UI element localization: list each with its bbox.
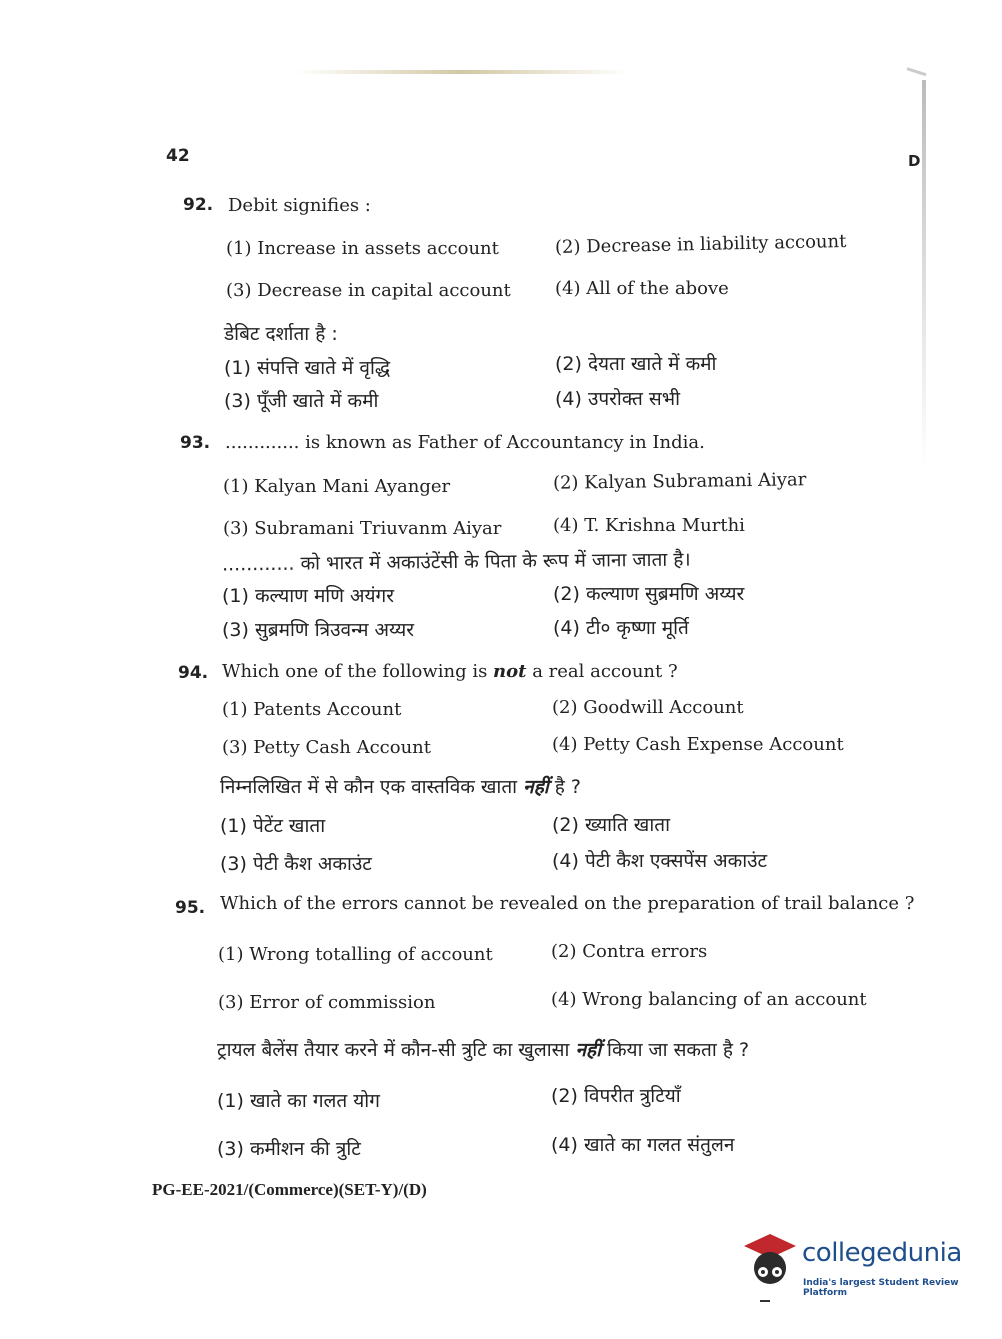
option-en: (4) Wrong balancing of an account	[551, 989, 867, 1010]
question-text-hi	[217, 1036, 749, 1062]
question-text-part: ट्रायल बैलेंस तैयार करने में कौन-सी त्रुटि का खुलासा	[217, 1039, 576, 1061]
question-text-part: a real account ?	[526, 661, 678, 682]
option-hi: (2) देयता खाते में कमी	[555, 353, 717, 375]
option-en: (2) Kalyan Subramani Aiyar	[552, 469, 807, 494]
option-en: (4) All of the above	[555, 278, 729, 299]
question-emphasis: नहीं	[523, 776, 549, 798]
option-en: (3) Decrease in capital account	[226, 280, 511, 301]
page-number: 42	[166, 146, 190, 166]
option-en: (1) Wrong totalling of account	[218, 944, 493, 965]
logo-tagline: India's largest Student Review Platform	[803, 1278, 959, 1298]
question-emphasis: not	[493, 661, 527, 682]
question-emphasis: नहीं	[575, 1039, 601, 1061]
question-text-en: Debit signifies :	[228, 195, 371, 216]
question-number: 92.	[183, 195, 214, 215]
option-hi: (1) खाते का गलत योग	[217, 1090, 380, 1112]
set-letter: D	[908, 152, 921, 170]
option-hi: (4) खाते का गलत संतुलन	[551, 1134, 735, 1156]
page-fold-shadow	[295, 70, 630, 74]
option-hi: (1) संपत्ति खाते में वृद्धि	[224, 357, 391, 379]
option-hi: (3) पूँजी खाते में कमी	[224, 390, 379, 412]
option-hi: (4) पेटी कैश एक्सपेंस अकाउंट	[552, 850, 768, 872]
option-hi: (1) कल्याण मणि अयंगर	[222, 585, 395, 607]
question-text-part: निम्नलिखित में से कौन एक वास्तविक खाता	[220, 776, 524, 798]
option-hi: (4) टी० कृष्णा मूर्ति	[553, 617, 689, 639]
option-hi: (1) पेटेंट खाता	[220, 815, 326, 837]
option-en: (3) Petty Cash Account	[222, 737, 432, 758]
option-hi: (2) कल्याण सुब्रमणि अय्यर	[553, 583, 745, 605]
question-number: 95.	[175, 898, 206, 918]
option-en: (2) Contra errors	[551, 941, 708, 962]
exam-code-footer: PG-EE-2021/(Commerce)(SET-Y)/(D)	[152, 1180, 427, 1199]
stray-mark	[760, 1300, 770, 1302]
option-en: (3) Subramani Triuvanm Aiyar	[223, 518, 502, 539]
option-en: (4) Petty Cash Expense Account	[552, 734, 844, 755]
page-edge-shadow	[922, 80, 926, 470]
option-en: (2) Goodwill Account	[552, 697, 744, 718]
question-text-en: Which of the errors cannot be revealed on the preparation of trail balance ?	[220, 893, 915, 914]
option-en: (1) Patents Account	[222, 699, 402, 720]
option-hi: (2) ख्याति खाता	[552, 814, 671, 836]
logo-wordmark: collegedunia	[802, 1238, 962, 1268]
option-hi: (3) सुब्रमणि त्रिउवन्म अय्यर	[222, 619, 415, 641]
option-en: (2) Decrease in liability account	[554, 230, 847, 259]
question-number: 93.	[180, 433, 211, 453]
question-text-en	[222, 661, 678, 682]
question-text-en: ............. is known as Father of Accountancy in India.	[225, 432, 705, 453]
question-text-hi: डेबिट दर्शाता है :	[224, 323, 338, 345]
option-hi: (3) कमीशन की त्रुटि	[217, 1138, 361, 1160]
option-hi: (2) विपरीत त्रुटियाँ	[551, 1085, 681, 1107]
option-hi: (4) उपरोक्त सभी	[555, 388, 681, 410]
question-text-part: Which one of the following is	[222, 661, 494, 682]
option-hi: (3) पेटी कैश अकाउंट	[220, 853, 372, 875]
question-text-part: है ?	[548, 776, 581, 798]
question-text-part: किया जा सकता है ?	[601, 1039, 750, 1061]
option-en: (4) T. Krishna Murthi	[553, 515, 745, 536]
option-en: (1) Kalyan Mani Ayanger	[223, 476, 451, 497]
question-text-hi: ............ को भारत में अकाउंटेंसी के पिता के रूप में जाना जाता है।	[221, 548, 691, 576]
option-en: (3) Error of commission	[218, 992, 436, 1013]
question-text-hi	[220, 773, 581, 799]
collegedunia-logo	[740, 1232, 972, 1302]
page-corner-mark	[903, 67, 926, 86]
question-number: 94.	[178, 663, 209, 683]
mascot-icon	[740, 1232, 800, 1294]
option-en: (1) Increase in assets account	[226, 238, 499, 259]
